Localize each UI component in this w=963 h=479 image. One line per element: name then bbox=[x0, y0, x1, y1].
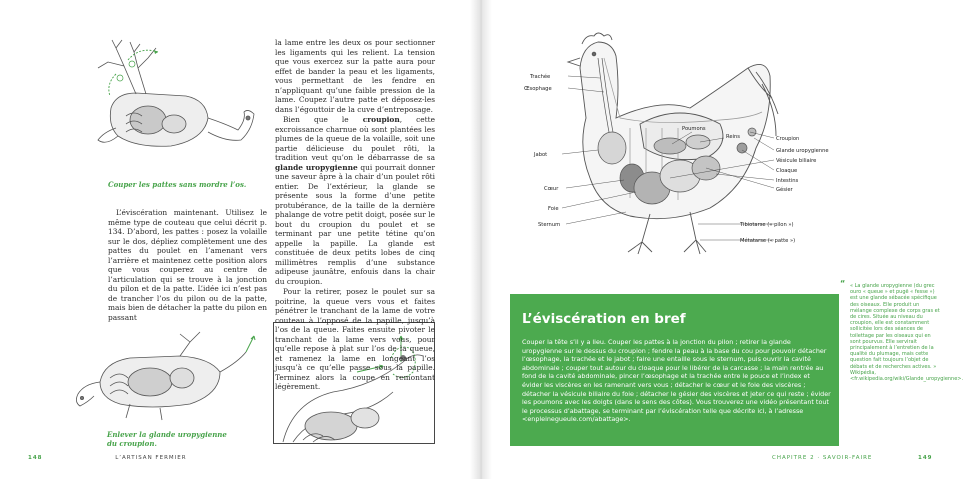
label-croupion: Croupion bbox=[776, 136, 800, 142]
label-cloaque: Cloaque bbox=[776, 168, 798, 174]
right-footer bbox=[772, 455, 932, 461]
sidenote-wikipedia-quote bbox=[840, 279, 963, 383]
label-coeur: Cœur bbox=[544, 186, 559, 192]
paragraph-remove-gland: Pour la retirer, posez le poulet sur sa poitrine, la queue vers vous et faites pénétrer le tranchant de la lame de votre couteau à l’opposé de la papille, jusqu’à l’os de la queue. Faites ensuite pivoter le tranchant de la lame vers vous, pour qu’elle repose à plat sur l’os de la queue, et ramenez la lame en longeant l’os jusqu’à ce qu’elle passe sous la papille. Terminez alors la coupe en remontant légèrement. bbox=[275, 287, 435, 391]
uropygial-gland-illustration bbox=[70, 322, 270, 422]
label-glande: Glande uropygienne bbox=[776, 148, 829, 154]
label-poumons: Poumons bbox=[682, 126, 706, 132]
chicken-anatomy-diagram bbox=[520, 28, 829, 258]
evisceration-summary-box bbox=[510, 294, 839, 446]
running-title-right: CHAPITRE 2 · SAVOIR-FAIRE bbox=[772, 455, 873, 461]
running-title-left: L’ARTISAN FERMIER bbox=[115, 455, 187, 461]
label-reins: Reins bbox=[726, 134, 740, 140]
sidenote-text: « La glande uropygienne (du grec ouro « queue » et pugē « fesse ») est une glande sébacée spécifique des oiseaux. Elle produit un mélange complexe de corps gras et de cires. Située au niveau du croupion, elle est constamment sollicitée lors des séances de toilettage par les oiseaux qui en sont pourvus. Elle servirait principalement à l’entretien de la qualité du plumage, mais cette question fait toujours l’objet de débats et de recherches actives. » Wikipédia, <fr.wikipedia.org/wiki/Glande_uropygienne>. bbox=[850, 283, 963, 383]
caption-gland-line2: du croupion. bbox=[107, 439, 157, 448]
paragraph-evisceration-intro: L’éviscération maintenant. Utilisez le même type de couteau que celui décrit p. 134. D’abord, les pattes : posez la volaille sur le dos, dépliez complètement une des pattes du poulet en l’amenant vers l’arrière et maintenez cette position alors que vous couperez au centre de l’articulation qui se trouve à la jonction du pilon et de la patte. L’idée ici n’est pas de trancher l’os du pilon ou de la patte, mais bien de détacher la patte du pilon en passant bbox=[108, 208, 267, 322]
summary-title: L’éviscération en bref bbox=[522, 311, 686, 327]
label-sternum: Sternum bbox=[538, 222, 561, 228]
page-number-right: 149 bbox=[918, 455, 933, 461]
page-number-left: 148 bbox=[28, 455, 43, 461]
left-text-column-2 bbox=[275, 38, 435, 393]
left-footer bbox=[28, 455, 187, 461]
label-vesicule: Vésicule biliaire bbox=[776, 158, 817, 164]
label-intestins: Intestins bbox=[776, 178, 799, 184]
label-tibiotarse: Tibiotarse (« pilon ») bbox=[740, 222, 794, 228]
cut-feet-illustration bbox=[76, 38, 276, 168]
label-jabot: Jabot bbox=[534, 152, 548, 158]
caption-cut-feet: Couper les pattes sans mordre l’os. bbox=[108, 180, 247, 189]
caption-gland bbox=[107, 430, 227, 448]
label-oesophage: Œsophage bbox=[524, 86, 552, 92]
quote-mark-icon: “ bbox=[840, 279, 846, 288]
label-metatarse: Métatarse (« patte ») bbox=[740, 238, 796, 244]
book-gutter bbox=[470, 0, 492, 479]
caption-gland-line1: Enlever la glande uropygienne bbox=[107, 430, 227, 439]
paragraph-ligaments: la lame entre les deux os pour sectionner les ligaments qui les relient. La tension que vous exercez sur la patte aura pour effet de bander la peau et les ligaments, vous permettant de les fendre en n’appliquant qu’une faible pression de la lame. Coupez l’autre patte et déposez-les dans l’égouttoir de la cuve d’entreposage. bbox=[275, 38, 435, 114]
label-gesier: Gésier bbox=[776, 187, 793, 193]
label-trachee: Trachée bbox=[530, 74, 551, 80]
left-text-column-1 bbox=[108, 208, 267, 323]
summary-body: Couper la tête s’il y a lieu. Couper les pattes à la jonction du pilon ; retirer la glande uropygienne sur le dessus du croupion ; fendre la peau à la base du cou pour pouvoir détacher l’œsophage, la trachée et le jabot ; faire une entaille sous le sternum, puis ouvrir la cavité abdominale ; couper tout autour du cloaque pour le libérer de la carcasse ; la main rentrée au fond de la cavité abdominale, pincer l’œsophage et la trachée entre le pouce et l’index et évider les viscères en les ramenant vers vous ; détacher le cœur et le foie des viscères ; détacher la vésicule biliaire du foie ; détacher le gésier des viscères et jeter ce qui reste ; évider les poumons avec les doigts (dans le sens des côtes). Vous trouverez une vidéo présentant tout le processus d’abattage, se terminant par l’éviscération telle que décrite ici, à l’adresse <enpleinegueule.com/abattage>. bbox=[522, 338, 831, 424]
paragraph-croupion: Bien que le croupion, cette excroissance charnue où sont plantées les plumes de la queue de la volaille, soit une partie délicieuse du poulet rôti, la tradition veut qu’on le débarrasse de sa glande uropygienne qui pourrait donner une saveur âpre à la chair d’un poulet rôti entier. De l’extérieur, la glande se présente sous la forme d’une petite protubérance, de la taille de la dernière phalange de votre petit doigt, posée sur le bout du croupion du poulet et se terminant par une petite tétine qu’on appelle la papille. La glande est constituée de deux petits lobes de cinq millimètres remplis d’une substance adipeuse jaunâtre, enfouis dans la chair du croupion. bbox=[275, 115, 435, 286]
label-foie: Foie bbox=[548, 206, 559, 212]
